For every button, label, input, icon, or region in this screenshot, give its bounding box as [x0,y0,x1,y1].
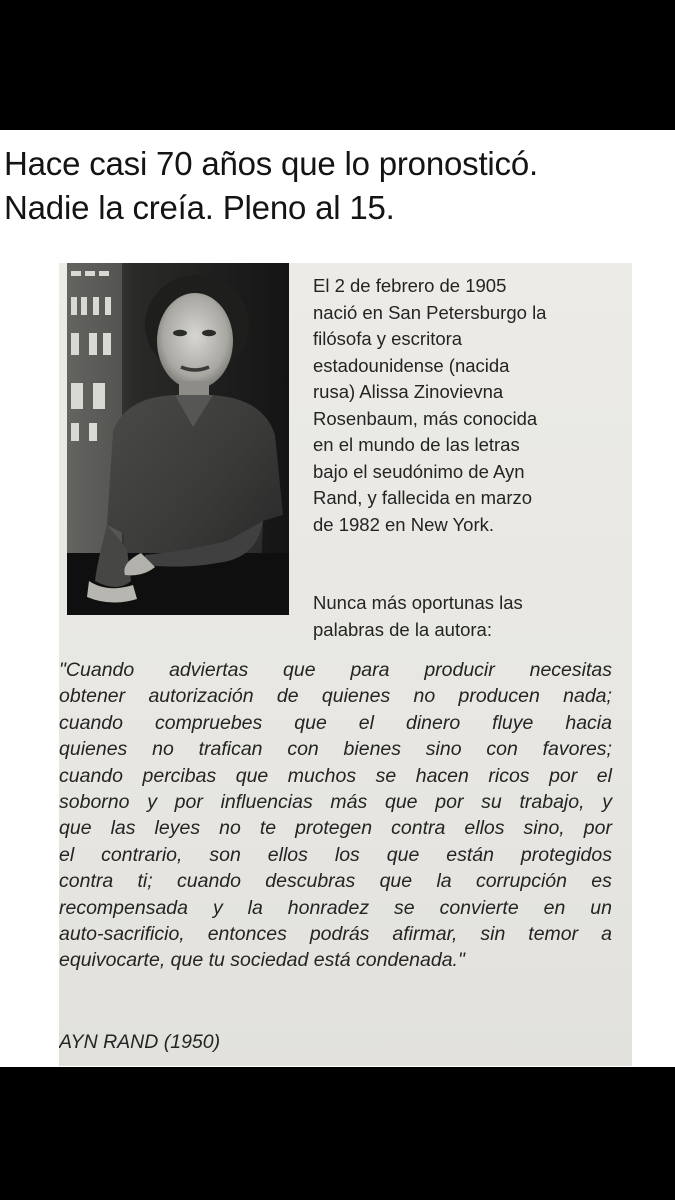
author-quote [59,657,612,974]
caption-line-1: Hace casi 70 años que lo pronosticó. [4,145,538,182]
bio-line: El 2 de febrero de 1905 [313,275,507,296]
quote-line: "Cuando adviertas que para producir necesitas [59,659,612,681]
quote-line: equivocarte, que tu sociedad está condenada." [59,949,465,972]
biography-text [313,273,613,538]
bottom-black-bar [0,1067,675,1200]
bio-line: Rand, y fallecida en marzo [313,487,533,508]
bio-line: rusa) Alissa Zinovievna [313,381,504,402]
bio-line: de 1982 en New York. [313,513,495,535]
author-portrait-photo [67,263,289,615]
post-caption [4,142,669,230]
bio-line: nació en San Petersburgo la [313,301,547,323]
quote-line: obtener autorización de quienes no producen nada; [59,685,612,708]
bio-line: Rosenbaum, más conocida [313,407,538,429]
post-card [0,130,675,1067]
caption-line-2: Nadie la creía. Pleno al 15. [4,189,395,226]
quote-line: soborno y por influencias más que por su trabajo, y [59,791,612,814]
quote-line: auto-sacrificio, entonces podrás afirmar, sin temor a [59,923,612,946]
quote-line: quienes no trafican con bienes sino con favores; [59,738,612,761]
intro-line: palabras de la autora: [313,618,492,640]
quote-line: cuando percibas que muchos se hacen ricos por el [59,764,612,787]
bio-line: bajo el seudónimo de Ayn [313,460,525,482]
bio-line: estadounidense (nacida [313,354,510,376]
shared-image[interactable] [59,263,632,1066]
quote-intro-text [313,590,613,643]
quote-line: que las leyes no te protegen contra ellos sino, por [59,817,612,840]
quote-line: recompensada y la honradez se convierte en un [59,896,612,919]
quote-attribution: AYN RAND (1950) [59,1031,221,1053]
bio-line: en el mundo de las letras [313,434,520,455]
quote-line: el contrario, son ellos los que están protegidos [59,843,612,866]
top-black-bar [0,0,675,130]
quote-line: contra ti; cuando descubras que la corrupción es [59,870,612,893]
intro-line: Nunca más oportunas las [313,592,523,613]
quote-line: cuando compruebes que el dinero fluye hacia [59,711,612,734]
bio-line: filósofa y escritora [313,328,463,349]
